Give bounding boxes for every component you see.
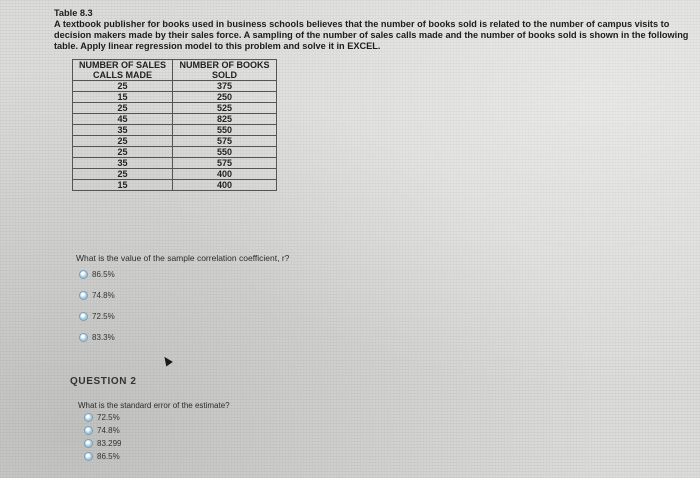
cell-calls: 25	[73, 147, 173, 158]
cell-calls: 25	[73, 103, 173, 114]
option-label: 74.8%	[97, 426, 120, 435]
question2-text: What is the standard error of the estimate?	[78, 401, 230, 410]
q2-option-4[interactable]	[84, 452, 120, 461]
cell-calls: 35	[73, 125, 173, 136]
radio-button[interactable]	[79, 312, 88, 321]
cell-books: 575	[173, 158, 277, 169]
cell-calls: 25	[73, 136, 173, 147]
option-label: 83.3%	[92, 333, 115, 342]
cell-books: 250	[173, 92, 277, 103]
radio-button[interactable]	[84, 452, 93, 461]
table-row	[73, 169, 277, 180]
table-row	[73, 158, 277, 169]
option-label: 72.5%	[92, 312, 115, 321]
cell-calls: 25	[73, 169, 173, 180]
question1-text: What is the value of the sample correlation coefficient, r?	[76, 253, 290, 263]
cell-books: 525	[173, 103, 277, 114]
option-label: 74.8%	[92, 291, 115, 300]
data-table	[72, 59, 277, 191]
table-row	[73, 180, 277, 191]
table-header-row	[73, 60, 277, 81]
cell-books: 550	[173, 125, 277, 136]
mouse-cursor-icon	[161, 355, 173, 367]
q2-option-2[interactable]	[84, 426, 120, 435]
cell-calls: 15	[73, 92, 173, 103]
q1-option-2[interactable]	[79, 291, 115, 300]
problem-statement	[54, 8, 694, 52]
radio-button[interactable]	[79, 333, 88, 342]
header-books-sold: NUMBER OF BOOKS SOLD	[173, 60, 277, 81]
table-row	[73, 92, 277, 103]
cell-calls: 45	[73, 114, 173, 125]
cell-calls: 15	[73, 180, 173, 191]
cell-books: 375	[173, 81, 277, 92]
q1-option-3[interactable]	[79, 312, 115, 321]
cell-books: 825	[173, 114, 277, 125]
table-row	[73, 136, 277, 147]
table-row	[73, 147, 277, 158]
radio-button[interactable]	[79, 291, 88, 300]
option-label: 72.5%	[97, 413, 120, 422]
q2-option-1[interactable]	[84, 413, 120, 422]
question2-heading: QUESTION 2	[70, 376, 137, 387]
cell-calls: 25	[73, 81, 173, 92]
radio-button[interactable]	[84, 426, 93, 435]
cell-books: 550	[173, 147, 277, 158]
option-label: 86.5%	[97, 452, 120, 461]
q2-option-3[interactable]	[84, 439, 121, 448]
radio-button[interactable]	[79, 270, 88, 279]
table-row	[73, 103, 277, 114]
table-row	[73, 114, 277, 125]
option-label: 86.5%	[92, 270, 115, 279]
problem-text: A textbook publisher for books used in business schools believes that the number of books sold is related to the number of campus visits to decision makers made by their sales force. A sampling of the number of sales calls made and the number of books sold is shown in the following table. Apply linear regression model to this problem and solve it in EXCEL.	[54, 19, 689, 51]
cell-books: 575	[173, 136, 277, 147]
radio-button[interactable]	[84, 413, 93, 422]
cell-calls: 35	[73, 158, 173, 169]
q1-option-4[interactable]	[79, 333, 115, 342]
q1-option-1[interactable]	[79, 270, 115, 279]
table-row	[73, 125, 277, 136]
table-title: Table 8.3	[54, 8, 93, 18]
table-row	[73, 81, 277, 92]
cell-books: 400	[173, 169, 277, 180]
option-label: 83.299	[97, 439, 122, 448]
radio-button[interactable]	[84, 439, 93, 448]
cell-books: 400	[173, 180, 277, 191]
header-sales-calls: NUMBER OF SALES CALLS MADE	[73, 60, 173, 81]
